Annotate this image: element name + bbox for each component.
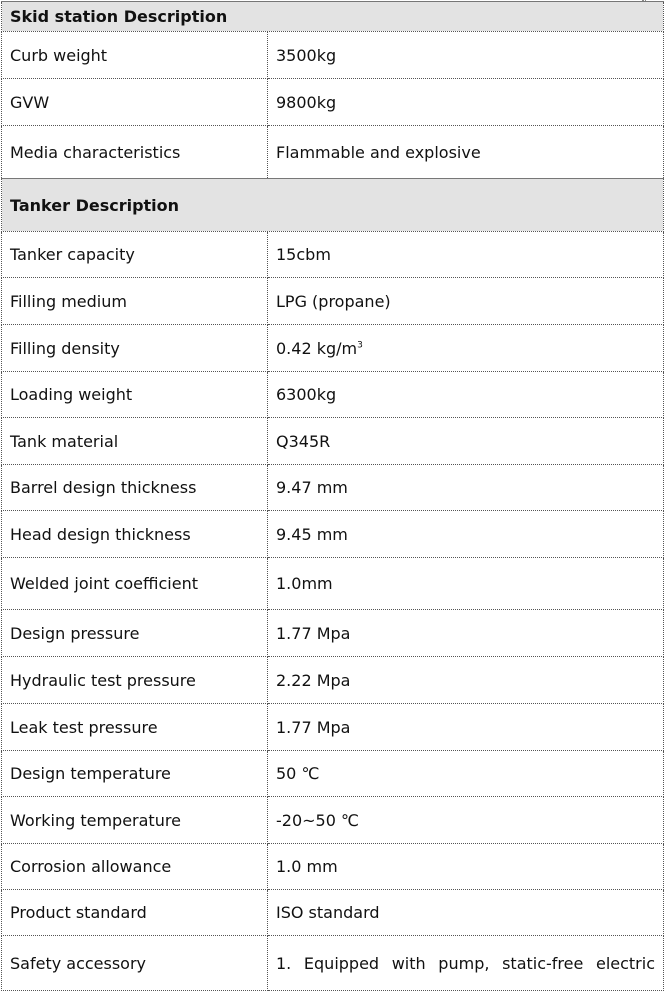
row-value: 1. Equipped with pump, static-free electric bbox=[268, 936, 664, 991]
row-label: Leak test pressure bbox=[2, 704, 268, 751]
table-row bbox=[2, 558, 664, 610]
row-value: 1.0mm bbox=[268, 558, 664, 610]
table-row bbox=[2, 418, 664, 465]
row-value: 1.77 Mpa bbox=[268, 610, 664, 657]
row-label: Welded joint coefficient bbox=[2, 558, 268, 610]
row-label: Working temperature bbox=[2, 797, 268, 844]
row-label: Media characteristics bbox=[2, 126, 268, 179]
row-value: 9.45 mm bbox=[268, 511, 664, 558]
table-row bbox=[2, 844, 664, 890]
table-row bbox=[2, 657, 664, 704]
row-value: 2.22 Mpa bbox=[268, 657, 664, 704]
row-value bbox=[268, 325, 664, 372]
row-label: Corrosion allowance bbox=[2, 844, 268, 890]
section-header-skid bbox=[2, 2, 664, 32]
table-row bbox=[2, 325, 664, 372]
row-value: 1.0 mm bbox=[268, 844, 664, 890]
row-value: 9.47 mm bbox=[268, 465, 664, 511]
row-value: 9800kg bbox=[268, 79, 664, 126]
table-row bbox=[2, 936, 664, 991]
row-value: Q345R bbox=[268, 418, 664, 465]
table-row bbox=[2, 32, 664, 79]
row-label: Curb weight bbox=[2, 32, 268, 79]
table-row bbox=[2, 79, 664, 126]
row-label: Design pressure bbox=[2, 610, 268, 657]
row-label: Loading weight bbox=[2, 372, 268, 418]
row-label: Tank material bbox=[2, 418, 268, 465]
table-row bbox=[2, 232, 664, 278]
row-label: Safety accessory bbox=[2, 936, 268, 991]
row-label: GVW bbox=[2, 79, 268, 126]
row-label: Product standard bbox=[2, 890, 268, 936]
row-value: 6300kg bbox=[268, 372, 664, 418]
table-row bbox=[2, 890, 664, 936]
row-label: Tanker capacity bbox=[2, 232, 268, 278]
spec-table bbox=[1, 1, 664, 991]
row-label: Head design thickness bbox=[2, 511, 268, 558]
superscript: 3 bbox=[357, 340, 363, 351]
row-label: Filling medium bbox=[2, 278, 268, 325]
table-row bbox=[2, 751, 664, 797]
row-label: Barrel design thickness bbox=[2, 465, 268, 511]
density-value: 0.42 kg/m bbox=[276, 338, 358, 358]
row-value: ISO standard bbox=[268, 890, 664, 936]
table-row bbox=[2, 278, 664, 325]
row-value: 3500kg bbox=[268, 32, 664, 79]
row-label: Filling density bbox=[2, 325, 268, 372]
section-title: Tanker Description bbox=[2, 179, 664, 232]
row-label: Design temperature bbox=[2, 751, 268, 797]
row-value: 50 ℃ bbox=[268, 751, 664, 797]
table-row bbox=[2, 372, 664, 418]
row-value: 15cbm bbox=[268, 232, 664, 278]
table-row bbox=[2, 797, 664, 844]
table-row bbox=[2, 126, 664, 179]
table-row bbox=[2, 465, 664, 511]
row-value: Flammable and explosive bbox=[268, 126, 664, 179]
row-value: 1.77 Mpa bbox=[268, 704, 664, 751]
row-label: Hydraulic test pressure bbox=[2, 657, 268, 704]
section-title: Skid station Description bbox=[2, 2, 664, 32]
table-row bbox=[2, 704, 664, 751]
row-value: -20~50 ℃ bbox=[268, 797, 664, 844]
table-row bbox=[2, 511, 664, 558]
row-value: LPG (propane) bbox=[268, 278, 664, 325]
section-header-tanker bbox=[2, 179, 664, 232]
table-row bbox=[2, 610, 664, 657]
